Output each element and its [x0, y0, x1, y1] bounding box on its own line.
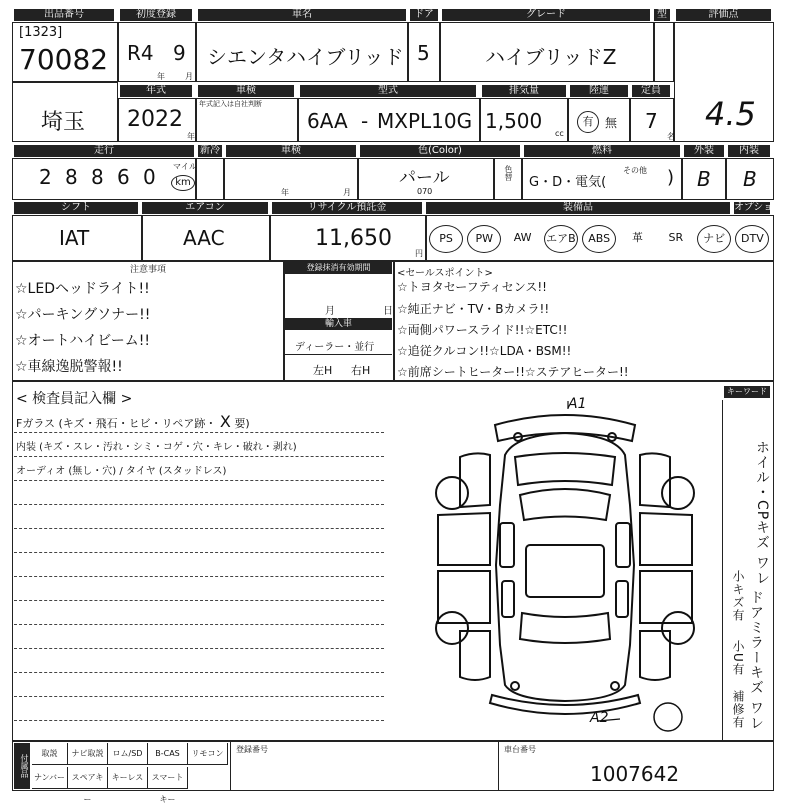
car-name: シエンタハイブリッド	[207, 45, 404, 69]
grade-header: グレード	[442, 9, 650, 21]
car-diagram	[420, 395, 710, 735]
color-change-box	[494, 158, 522, 200]
sales-label: <セールスポイント>	[397, 268, 493, 279]
seats-box	[630, 98, 674, 142]
dotted-line	[14, 432, 384, 433]
equipment-box	[426, 215, 774, 261]
sales-point: ☆純正ナビ・TV・Bカメラ!!	[397, 302, 550, 316]
grade-extra-header: 型	[654, 9, 670, 21]
accessory-item: スマートキー	[148, 767, 188, 789]
accessory-label: 付属品	[14, 743, 30, 789]
color-change: 色替	[504, 165, 513, 181]
region: 埼玉	[41, 110, 86, 135]
interior-header: 内装	[728, 145, 770, 157]
model-dash: -	[361, 109, 369, 133]
exterior-header: 外装	[684, 145, 724, 157]
door-header: ドア	[410, 9, 438, 21]
model-year-unit: 年	[187, 132, 195, 141]
fuel-header: 燃料	[524, 145, 680, 157]
mileage-digit: 8	[65, 165, 78, 189]
first-registration-box	[118, 22, 196, 82]
mile-unit: マイル	[173, 162, 197, 171]
sales-points-box	[394, 261, 774, 381]
accessory-item: リモコン	[188, 743, 228, 765]
accessory-item: キーレス	[108, 767, 148, 789]
region-box	[12, 82, 118, 142]
aircon: AAC	[183, 226, 225, 250]
mileage-digit: 2	[39, 165, 52, 189]
score-header: 評価点	[676, 9, 771, 21]
side-note: 小U有	[731, 640, 745, 676]
mark-front: A1	[568, 396, 587, 412]
accessory-item: ナンバー	[32, 767, 68, 789]
lot-number-box	[12, 22, 118, 82]
recycle: 11,650	[315, 226, 392, 251]
model-code: MXPL10G	[377, 109, 473, 133]
fuel: G・D・電気(	[529, 175, 607, 190]
seats-unit: 名	[667, 132, 675, 141]
accessory-item: B-CAS	[148, 743, 188, 765]
equipment-item: PW	[467, 225, 501, 253]
chassis-label: 車台番号	[504, 745, 536, 754]
car-name-header: 車名	[198, 9, 406, 21]
import-right-h: 右H	[351, 364, 371, 377]
grade: ハイブリッドZ	[485, 45, 617, 69]
equipment-item: PS	[429, 225, 463, 253]
color: パール	[399, 168, 450, 188]
dotted-line	[14, 720, 384, 721]
dotted-line	[14, 624, 384, 625]
shift-box	[12, 215, 142, 261]
dotted-line	[14, 672, 384, 673]
notes-left-box	[12, 261, 284, 381]
equipment-item: SR	[668, 231, 684, 244]
option-header: オプション	[734, 202, 784, 213]
mileage-digit: 0	[143, 165, 156, 189]
mileage-header: 走行	[14, 145, 194, 157]
accessory-item: スペアキー	[68, 767, 108, 789]
equipment-item: ナビ	[697, 225, 731, 253]
interior-score: B	[743, 167, 757, 191]
inspection-header: 車検	[198, 85, 294, 97]
dotted-line	[14, 504, 384, 505]
model-year: 2022	[127, 107, 183, 132]
lot-sub-number: [1323]	[19, 25, 63, 40]
accessory-item: ロム/SD	[108, 743, 148, 765]
equipment-list	[427, 216, 775, 262]
note-item: ☆LEDヘッドライト!!	[15, 281, 150, 297]
audio-line: オーディオ (無し・穴) / タイヤ (スタッドレス)	[16, 466, 227, 477]
fuel-close: )	[667, 167, 675, 188]
inspector-title: < 検査員記入欄 >	[16, 391, 133, 407]
displacement-box	[480, 98, 568, 142]
equipment-item: ABS	[582, 225, 616, 253]
yen-unit: 円	[415, 249, 423, 258]
import-left-h: 左H	[313, 364, 333, 377]
grade-extra-box	[654, 22, 674, 82]
note-item: ☆パーキングソナー!!	[15, 307, 151, 323]
dotted-line	[14, 528, 384, 529]
model-box	[298, 98, 480, 142]
recycle-box	[270, 215, 426, 261]
month-unit: 月	[185, 72, 193, 81]
dotted-line	[14, 648, 384, 649]
color-code: 070	[417, 187, 433, 196]
sales-point: ☆追従クルコン!!☆LDA・BSM!!	[397, 344, 572, 358]
model-prefix: 6AA	[307, 109, 348, 133]
side-header: キーワード	[724, 386, 770, 398]
equipment-item: エアB	[544, 225, 578, 253]
year-box	[118, 98, 196, 142]
exterior-box	[682, 158, 726, 200]
fuel-other: その他	[623, 166, 647, 175]
equipment-item: 革	[632, 231, 643, 244]
insp-year-unit: 年	[281, 188, 289, 197]
glass-line	[16, 412, 250, 431]
note-item: ☆オートハイビーム!!	[15, 333, 150, 349]
reg-number-label: 登録番号	[236, 745, 268, 754]
footer-divider	[498, 741, 499, 791]
recycle-header: リサイクル預託金	[272, 202, 422, 214]
validity-header: 登録抹消有効期間	[285, 262, 392, 274]
sales-point: ☆両側パワースライド!!☆ETC!!	[397, 323, 568, 337]
accessory-item: ナビ取説	[68, 743, 108, 765]
shift-header: シフト	[14, 202, 138, 214]
shift: IAT	[59, 226, 90, 250]
ac-header: 陸運	[570, 85, 628, 97]
exterior-score: B	[697, 167, 711, 191]
insp-month-unit: 月	[343, 188, 351, 197]
import-dealer: ディーラー・並行	[295, 342, 375, 353]
first-registration-header: 初度登録	[120, 9, 192, 21]
displacement: 1,500	[485, 109, 543, 133]
sales-point: ☆前席シートヒーター!!☆ステアヒーター!!	[397, 365, 629, 379]
score-value: 4.5	[705, 95, 756, 133]
dotted-line	[14, 552, 384, 553]
validity-day: 日	[383, 306, 393, 317]
side-note: 小キズ有	[731, 570, 745, 622]
dotted-line	[14, 480, 384, 481]
door-count: 5	[417, 41, 430, 65]
year-unit: 年	[157, 72, 165, 81]
aircon-box	[142, 215, 270, 261]
interior-box	[726, 158, 774, 200]
model-header: 型式	[300, 85, 476, 97]
validity-month: 月	[325, 306, 335, 317]
door-box	[408, 22, 440, 82]
side-note: ホイル・CPキズ ワレ	[754, 440, 770, 586]
import-divider	[285, 354, 392, 355]
ac-yes: 有	[577, 111, 599, 133]
equipment-item: AW	[513, 231, 532, 244]
glass-mark: X	[219, 412, 231, 431]
registration-validity-box	[284, 261, 394, 381]
dotted-line	[14, 456, 384, 457]
km-unit: km	[171, 175, 195, 191]
score-box	[674, 22, 774, 142]
year-header: 年式	[120, 85, 192, 97]
dotted-line	[14, 576, 384, 577]
mark-rear: A2	[590, 710, 609, 726]
inspection2-header: 車検	[226, 145, 356, 157]
mileage-digit: 8	[91, 165, 104, 189]
registration-month: 9	[173, 41, 186, 65]
seats: 7	[645, 109, 658, 133]
dotted-line	[14, 696, 384, 697]
dotted-line	[14, 600, 384, 601]
notes-extra-label: 注意事項	[73, 264, 223, 276]
inspection-note: 年式記入は自社判断	[199, 100, 262, 108]
inspection2-box	[224, 158, 358, 200]
equipment-item: DTV	[735, 225, 769, 253]
seats-header: 定員	[632, 85, 670, 97]
lot-number: 70082	[19, 43, 109, 76]
chassis-number: 1007642	[590, 762, 680, 786]
era-year: R4	[127, 41, 154, 65]
note-item: ☆車線逸脱警報!!	[15, 359, 123, 375]
color-box	[358, 158, 494, 200]
equipment-header: 装備品	[426, 202, 730, 214]
import-header: 輸入車	[285, 318, 392, 330]
interior-line: 内装 (キズ・スレ・汚れ・シミ・コゲ・穴・キレ・破れ・剥れ)	[16, 442, 297, 453]
ac-box	[568, 98, 630, 142]
side-note: ドアミラーキズ ワレ	[748, 590, 764, 731]
aircon-header: エアコン	[142, 202, 268, 214]
glass-text: Fガラス (キズ・飛石・ヒビ・リペア跡・	[16, 417, 217, 430]
footer-divider	[230, 741, 231, 791]
newac-box	[196, 158, 224, 200]
color-header: 色(Color)	[360, 145, 520, 157]
mileage-box	[12, 158, 196, 200]
sales-point: ☆トヨタセーフティセンス!!	[397, 280, 547, 294]
ac-no: 無	[605, 116, 618, 130]
glass-end: 要)	[234, 417, 250, 430]
side-note: 補修有	[731, 690, 745, 729]
displacement-header: 排気量	[482, 85, 566, 97]
car-name-box	[196, 22, 408, 82]
newac-header: 新冷	[200, 145, 220, 156]
lot-number-header: 出品番号	[14, 9, 114, 21]
fuel-box	[522, 158, 682, 200]
accessory-item: 取説	[32, 743, 68, 765]
inspection-box	[196, 98, 298, 142]
cc-unit: cc	[555, 129, 564, 138]
mileage-digit: 6	[117, 165, 130, 189]
grade-box	[440, 22, 654, 82]
